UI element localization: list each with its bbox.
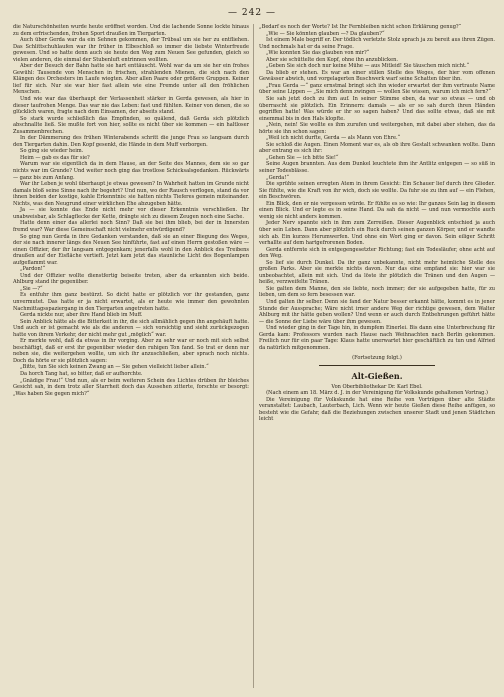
- paragraph: „Geben Sie sich doch nur keine Mühe — aus Mitleid! Sie täuschen mich nicht.“: [266, 63, 470, 70]
- paragraph: So ging sie wieder heim.: [20, 148, 84, 155]
- paragraph: Ja — sie konnte das Ende nicht mehr vor dieser Erkenntnis verschließen. Ihr unabweisbar, als Schlagflecke der Kette, drängte sich zu diesem Zeugen noch eine Sache.: [13, 207, 249, 220]
- section-rule: [319, 365, 435, 366]
- paragraph: Und der Offizier wollte dienstfertig beiseite treten, aber da erkannten sich beide. Ahlburg stand ihr gegenüber.: [13, 272, 249, 286]
- paragraph: „Gerda!“: [266, 174, 289, 181]
- paragraph: War ihr Leben je wohl überhaupt je etwas gewesen? In Wahrheit hatten im Grunde nicht damals bloß seine Sinne nach ihr begehrt? Und nun, wo der Rausch verflogen, stand da vor ihnen beiden der kostige, kahle Erkenntnis: sie hatten nichts Tieferes gemein miteinander. Nichts, was den Neugrund einer wirklichen Ehe abzugeben hätte.: [13, 181, 249, 207]
- paragraph: Sie sah jetzt doch zu ihm auf. In seiner Stimme eben, da war so etwas — und ob überrascht sie plötzlich. Ein Erinnern: damals — als er so sah durch ihren Händen gegriffen hatte! Was würde er ihr so sagen haben? Und das sollte etwas, daß sie mit einemmal bis in den Hals klopfte.: [259, 96, 495, 122]
- paragraph: „Weil ich nicht durfte, Gerda — als Mann von Ehre.“: [266, 135, 401, 142]
- paragraph: Gerda nickte nur, aber ihre Hand blieb im Muff.: [20, 312, 143, 319]
- right-column: [259, 24, 495, 688]
- paragraph: So lief sie durch Dunkel. Da ihr ganz unbekannte, nicht mehr heimliche Stelle des großen Parks. Aber sie merkte nichts davon. Nur das eine empfand sie: hier war sie unbeobachtet, allein mit sich. Und da löste ihr plötzlich die Tränen und den Augen — heiße, verzweifelte Tränen.: [259, 259, 495, 286]
- paragraph: So stark wurde schließlich das Empfinden, so quälend, daß Gerda sich plötzlich abschnallte ließ. Sie mußte fort von hier, sollte es nicht über sie kommen — ein haltloser Zusammenbrechen.: [13, 115, 249, 135]
- paragraph: Da horch Tang hat, so bitter, daß er aufhorchte.: [20, 370, 143, 377]
- paragraph: Die sprühte seinen erregten Atem in ihrem Gesicht: Ein Schauer lief durch ihre Glieder. Sie fühlte, wie die Kraft von ihr wich, doch sie wollte. Da fuhr sie zu ihm auf — ein Flehen, ein Beschwören.: [259, 181, 495, 201]
- paragraph: Aber sie schüttelte den Kopf, ohne ihn anzublicken.: [266, 56, 398, 63]
- paragraph: „Wie — Sie könnten glauben —? Da glauben?“: [266, 30, 385, 37]
- paragraph: Sie schloß die Augen. Einen Moment war es, als ob ihre Gestalt schwanken wollte. Dann aber entrang es sich ihr:: [259, 141, 495, 155]
- paragraph: „Gehen Sie — ich bitte Sie!“: [266, 154, 339, 161]
- paragraph: Und wie war das überhaupt der Verlassenheit stärker in Gerda gewesen, als hier in dieser taufrohen Menge. Das war nie das Leben: fast und fühlten. Keiner von denen, die so glücklich waren, fragte nach dem Einsamen, der abseits stand.: [13, 96, 249, 116]
- paragraph: „Nein, nein! Sie wollte es ihm zurufen und weitergehen, mit dabei aber stehen, das da hörte sie ihn schon sagen:: [259, 122, 495, 135]
- paragraph: Heim — gab es das für sie?: [20, 154, 90, 161]
- page-number: — 242 —: [228, 8, 276, 18]
- paragraph: Er merkte wohl, daß da etwas in ihr vorging. Aber zu sehr war er noch mit sich selbst beschäftigt, daß er erst ihr gegenüber wieder den ruhigen Ton fand. So trat er denn nur neben sie, die weitergehen wollte, um sich ihr anzuschließen, aber sprach noch nichts. Doch da hörte er sie plötzlich sagen:: [13, 338, 249, 364]
- paragraph: „Pardon!“: [20, 266, 46, 273]
- paragraph: „Bitte, tun Sie sich keinen Zwang an — Sie gehen vielleicht lieber allein.“: [20, 364, 209, 371]
- paragraph: „Sie —?“: [20, 285, 43, 292]
- paragraph: Da blieb er stehen. Es war an einer stillen Stelle des Weges, der hier vom offenen Gewässer abwich, und vorgelagerten Buschwerk warf seine Schatten über ihn.: [259, 69, 495, 83]
- paragraph: Und galten ihr selber. Denn sie fand der Natur besser erkannt hätte, kommt es in jener Stunde der Aussprache; Wäre nicht irner andere Weg der richtige gewesen, dem Walter Ahlburg mit ihr hätte geben wollen? Und wenn er auch durch Entbehrungen geführt hätte — die Sonne der Liebe wäre über ihm gewesen.: [259, 298, 495, 325]
- paragraph: So ging nun Gerda in ihre Gedanken verstanden, daß sie an einer Biegung des Weges, der sie nach innerer längs des Neuen See hinführte, fast auf einen Herrn gestoßen wäre — einen Offizier, der ihr langsam entgegenkam; jenerfalls wohl in den Anblick des Treibens draußen auf der Eisfläche vertieft. Jetzt kam jetzt das staunliche Licht des Bogenlampen aufgeflammt war.: [13, 233, 249, 266]
- paragraph: Jeder Nerv spannte sich in ihm zum Zerreißen. Dieser Augenblick entschied ja auch über sein Leben. Dann aber plötzlich ein Ruck durch seinen ganzen Körper, und er wandte sich ab. Ein kurzes Herumwerfen. Und ohne ein Wort ging er davon. Sein eiliger Schritt verhallte auf dem hartgefrorenen Boden.: [259, 220, 495, 247]
- paragraph: „Bedarf es noch der Worte? Ist Ihr Fernbleiben nicht schon Erklärung genug?“: [259, 24, 462, 30]
- continuation-note: (Fortsetzung folgt.): [352, 355, 402, 362]
- paragraph: Ist einem Male begriff er. Der tödlich verletzte Stolz sprach ja zu bereit aus ihren Zügen. Und nochmals hat er da seine Frage.: [259, 37, 495, 50]
- left-column: [13, 24, 249, 688]
- paragraph: Warum war sie eigentlich da in dem Hause, an der Seite des Mannes, dem sie so gar nichts war im Grunde? Und weiter noch ging das trostlose Schicksalsgedanken. Rückwärts — ganz bis zum Anfang.: [13, 161, 249, 181]
- novel-continuation-text: [259, 24, 495, 351]
- paragraph: Aber der Besuch der Bahn hatte sie hart enttäuscht. Wohl war da um sie her ein frohes Gewühl: Tausende von Menschen in frischen, strahlenden Mienen, die sich nach den Klängen des Orchesters im Laufe wiegten. Aber allen Paare oder größere Gruppen. Keiner lief für sich. Nur sie war hier fast allein wie eine Fremde unter all den fröhlichen Menschen.: [13, 63, 249, 96]
- article-title: Alt-Gießen.: [351, 370, 403, 381]
- article-body: Die Vereinigung für Volkskunde hat eine Reihe von Vorträgen über alte Städte veranstaltet: Laubach, Lauterbach, Lich. Wenn wir heute Gießen diese Reihe anfügen, so besteht wie die Gefahr, daß die Beziehungen zwischen unserer Stadt und jenen Städtchen leicht: [259, 396, 495, 423]
- article-subtitle: (Nach einem am 18. März d. J. in der Vereinigung für Volkskunde gehaltenen Vortrag.): [266, 390, 488, 397]
- paragraph: „Frau Gerda —“ ganz ernstmal bringt sich ihn wieder erwartet der ihm vertraute Name über seine Lippen — „Sie mich denn zwingen — wollen Sie wissen, warum ich mich fern?“: [259, 82, 495, 96]
- paragraph: Und wieder ging in der Tage hin, in dumpfem Einerlei. Bis dann eine Unterbrechung für Gerda kam: Professors wurden nach Hause nach Weihnachten nach Berlin gekommen. Freilich nur für ein paar Tage: Klaus hatte unerwartet hier geschäftlich zu tun und Alfried da natürlich mitgenommen.: [259, 325, 495, 351]
- paragraph: Gerda entfernte sich in entgegengesetzter Richtung; fast ein Todesläufer, ohne acht auf den Weg.: [259, 246, 495, 260]
- paragraph: Auch über Gerda war da ein Sehnen gekommen, der Trübsal um sie her zu entfliehen. Das Schlittschuhlaufen war ihr früher in Elbeschloß so immer die liebste Winterfreude gewesen. Und so hatte denn auch sie heute den Weg zum Neuen See gefunden, gleich so vielen anderen, die einmal der Stubenluft entrinnen wollten.: [13, 37, 249, 63]
- column-divider: [253, 24, 254, 688]
- article-byline: Von Oberbibliothekar Dr. Karl Ebel.: [331, 383, 423, 390]
- paragraph: die Naturschönheiten wurde heute eröffnet worden. Und die lachende Sonne lockte hinaus zu dem erfrischenden, frohen Sport draußen im Tiergarten.: [13, 24, 249, 37]
- paragraph: „Wie konnten Sie das glauben von mir?“: [266, 50, 370, 57]
- paragraph: Hatte denn einer das allerlei noch Sinn? Daß sie bei ihm blieb, bei der in Innersten fremd war? War diese Gemeinschaft nicht vielmehr entwürdigend?: [13, 220, 249, 233]
- paragraph: In der Dämmerung des frühen Winterabends schritt die junge Frau so langsam durch den Tiergarten dahin. Den Kopf gesenkt, die Hände in dem Muff verborgen.: [13, 135, 249, 148]
- paragraph: Sie galten dem Manne, den sie liebte, noch immer; der sie aufgegeben hatte, für zu lieben, um dem so fern besessen war.: [259, 285, 495, 299]
- paragraph: Es entfuhr ihm ganz bestürzt. So dicht hatte er plötzlich vor ihr gestanden, ganz unvermutet. Das hatte er ja nicht erwartet, als er heute wie immer den gewohnten Nachmittagsspaziergang in den Tiergarten angetreten hatte.: [13, 292, 249, 312]
- paragraph: „Gnädige Frau!“ Und nun, als er beim weiteren Schein des Lichtes drüben ihr bleiches Gesicht sah, in dem trotz aller Starrheit doch das Aussehen zitterte, forschte er besorgt: „Was haben Sie gegen mich?“: [13, 377, 249, 397]
- paragraph: Seine Augen brannten. Aus dem Dunkel leuchtete ihm ihr Antlitz entgegen — so süß in seiner Todesblässe.: [259, 161, 495, 175]
- paragraph: Sein Anblick hätte als die Bitterkeit in ihr, die sich allmählich gegen ihn angehäuft hatte. Und auch er ist gemacht wie als die anderen — sich vorsichtig und sieht zurückgezogen hatte von ihrem Verkehr, der nicht mehr gut „möglich“ war.: [13, 318, 249, 338]
- paragraph: Ein Blick, den er nie vergessen würde. Er fühlte es so wie: Ihr ganzes Sein lag in diesem einen Blick. Und er legte es in seine Hand. Da sah da nicht — und nun vermochte auch wenig sie nicht anders kommen.: [259, 200, 495, 220]
